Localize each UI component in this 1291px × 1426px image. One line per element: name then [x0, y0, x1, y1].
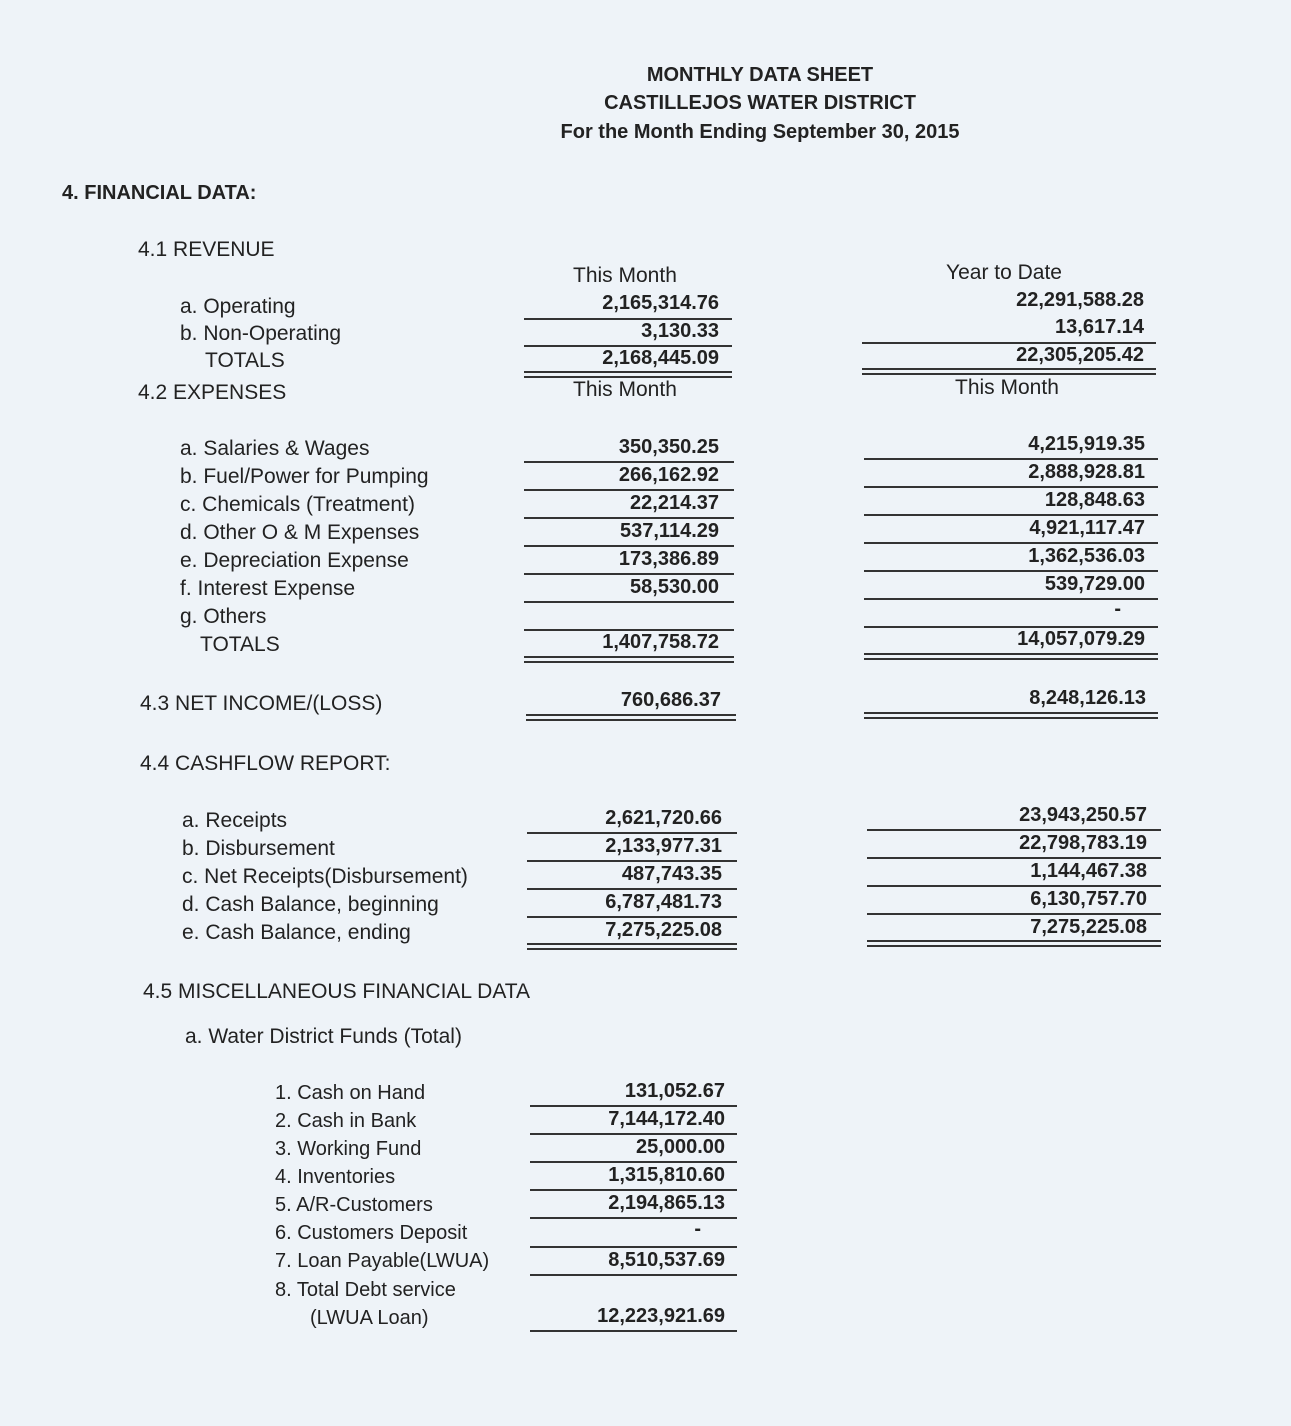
misc-heading: 4.5 MISCELLANEOUS FINANCIAL DATA [143, 980, 531, 1003]
expense-ytd-value: - [1114, 598, 1121, 620]
fund-row-label: 7. Loan Payable(LWUA) [275, 1250, 490, 1272]
expense-row-label: a. Salaries & Wages [180, 437, 370, 460]
expense-row-label: b. Fuel/Power for Pumping [180, 465, 429, 488]
expense-month-value: 22,214.37 [630, 492, 719, 514]
expense-row-label: g. Others [180, 605, 267, 628]
underline [527, 888, 737, 890]
underline [524, 545, 734, 547]
underline [530, 1330, 737, 1332]
revenue-heading: 4.1 REVENUE [138, 238, 275, 261]
expense-month-value: 58,530.00 [630, 576, 719, 598]
fund-total-debt-value: 12,223,921.69 [597, 1305, 725, 1327]
expenses-col-ytd: This Month [955, 376, 1059, 399]
revenue-totals-label: TOTALS [205, 349, 285, 372]
cashflow-month-value: 6,787,481.73 [605, 891, 722, 913]
underline [524, 345, 732, 347]
misc-subtitle: a. Water District Funds (Total) [185, 1025, 462, 1048]
underline [867, 885, 1161, 887]
cashflow-ytd-value: 1,144,467.38 [1030, 860, 1147, 882]
expense-month-value: 173,386.89 [618, 548, 719, 570]
fund-row-label: 6. Customers Deposit [275, 1222, 468, 1244]
underline [524, 517, 734, 519]
underline [864, 542, 1158, 544]
expense-ytd-value: 4,921,117.47 [1029, 517, 1145, 539]
underline [864, 486, 1158, 488]
underline [524, 318, 732, 320]
net-income-label: 4.3 NET INCOME/(LOSS) [140, 692, 383, 715]
fund-row-label: 4. Inventories [275, 1166, 396, 1188]
underline [864, 570, 1158, 572]
expense-ytd-value: 128,848.63 [1044, 489, 1145, 511]
underline [862, 342, 1156, 344]
expenses-heading: 4.2 EXPENSES [138, 381, 287, 404]
revenue-row-label: b. Non-Operating [180, 322, 342, 345]
expense-month-value: 537,114.29 [620, 520, 719, 542]
expense-row-label: c. Chemicals (Treatment) [180, 493, 415, 516]
fund-value: 1,315,810.60 [608, 1164, 725, 1186]
underline [530, 1105, 737, 1107]
revenue-ytd-total: 22,305,205.42 [1016, 344, 1144, 366]
underline [864, 458, 1158, 460]
district-name: CASTILLEJOS WATER DISTRICT [604, 92, 916, 114]
cashflow-ytd-value: 6,130,757.70 [1030, 888, 1147, 910]
underline [524, 629, 734, 631]
double-underline [864, 712, 1158, 719]
expense-row-label: d. Other O & M Expenses [180, 521, 420, 544]
underline [530, 1161, 737, 1163]
fund-row-label: 5. A/R-Customers [275, 1194, 433, 1216]
underline [527, 832, 737, 834]
underline [530, 1274, 737, 1276]
financial-data-heading: 4. FINANCIAL DATA: [62, 182, 257, 204]
cashflow-month-value: 487,743.35 [621, 863, 722, 885]
double-underline [527, 943, 737, 950]
expense-ytd-total: 14,057,079.29 [1017, 628, 1145, 650]
fund-row-label: 1. Cash on Hand [275, 1082, 426, 1104]
fund-row-label-continued: (LWUA Loan) [310, 1307, 429, 1329]
underline [527, 916, 737, 918]
cashflow-row-label: c. Net Receipts(Disbursement) [182, 865, 468, 888]
underline [524, 573, 734, 575]
revenue-month-value: 2,165,314.76 [602, 292, 719, 314]
underline [867, 857, 1161, 859]
underline [864, 514, 1158, 516]
fund-value: 131,052.67 [624, 1080, 725, 1102]
fund-row-label: 8. Total Debt service [275, 1279, 456, 1301]
fund-value: 25,000.00 [636, 1136, 725, 1158]
underline [867, 913, 1161, 915]
expense-month-value: 350,350.25 [618, 436, 719, 458]
revenue-ytd-value: 22,291,588.28 [1016, 289, 1144, 311]
fund-row-label: 2. Cash in Bank [275, 1110, 417, 1132]
underline [527, 860, 737, 862]
expense-ytd-value: 2,888,928.81 [1028, 461, 1145, 483]
revenue-row-label: a. Operating [180, 295, 296, 318]
revenue-ytd-value: 13,617.14 [1055, 316, 1144, 338]
cashflow-ytd-value: 22,798,783.19 [1019, 832, 1147, 854]
expenses-totals-label: TOTALS [200, 633, 280, 656]
double-underline [864, 653, 1158, 660]
cashflow-heading: 4.4 CASHFLOW REPORT: [140, 752, 391, 775]
underline [864, 598, 1158, 600]
expense-ytd-value: 539,729.00 [1044, 573, 1145, 595]
net-income-ytd: 8,248,126.13 [1029, 687, 1146, 709]
cashflow-ytd-value: 7,275,225.08 [1030, 916, 1147, 938]
fund-value: - [694, 1218, 701, 1240]
revenue-month-total: 2,168,445.09 [602, 347, 719, 369]
underline [530, 1189, 737, 1191]
underline [530, 1217, 737, 1219]
fund-value: 8,510,537.69 [608, 1249, 725, 1271]
underline [867, 829, 1161, 831]
cashflow-month-value: 7,275,225.08 [605, 919, 722, 941]
cashflow-row-label: b. Disbursement [182, 837, 335, 860]
net-income-month: 760,686.37 [620, 689, 721, 711]
underline [530, 1133, 737, 1135]
fund-value: 7,144,172.40 [608, 1108, 725, 1130]
double-underline [862, 368, 1156, 375]
expense-row-label: f. Interest Expense [180, 577, 356, 600]
underline [524, 489, 734, 491]
expense-month-value: 266,162.92 [618, 464, 719, 486]
fund-row-label: 3. Working Fund [275, 1138, 422, 1160]
period-label: For the Month Ending September 30, 2015 [560, 121, 960, 143]
underline [530, 1246, 737, 1248]
expenses-col-month: This Month [573, 378, 677, 401]
cashflow-month-value: 2,621,720.66 [605, 807, 722, 829]
fund-value: 2,194,865.13 [608, 1192, 725, 1214]
underline [864, 626, 1158, 628]
sheet-title: MONTHLY DATA SHEET [646, 64, 874, 86]
expense-ytd-value: 1,362,536.03 [1028, 545, 1145, 567]
revenue-col-ytd: Year to Date [946, 261, 1062, 284]
double-underline [526, 714, 736, 721]
expense-ytd-value: 4,215,919.35 [1028, 433, 1145, 455]
double-underline [867, 940, 1161, 947]
revenue-col-month: This Month [573, 264, 677, 287]
cashflow-row-label: e. Cash Balance, ending [182, 921, 411, 944]
cashflow-ytd-value: 23,943,250.57 [1019, 804, 1147, 826]
underline [524, 461, 734, 463]
expense-row-label: e. Depreciation Expense [180, 549, 409, 572]
expense-month-total: 1,407,758.72 [602, 631, 719, 653]
double-underline [524, 656, 734, 663]
revenue-month-value: 3,130.33 [641, 320, 719, 342]
cashflow-row-label: d. Cash Balance, beginning [182, 893, 439, 916]
double-underline [524, 371, 732, 378]
cashflow-month-value: 2,133,977.31 [605, 835, 722, 857]
cashflow-row-label: a. Receipts [182, 809, 288, 832]
underline [524, 601, 734, 603]
